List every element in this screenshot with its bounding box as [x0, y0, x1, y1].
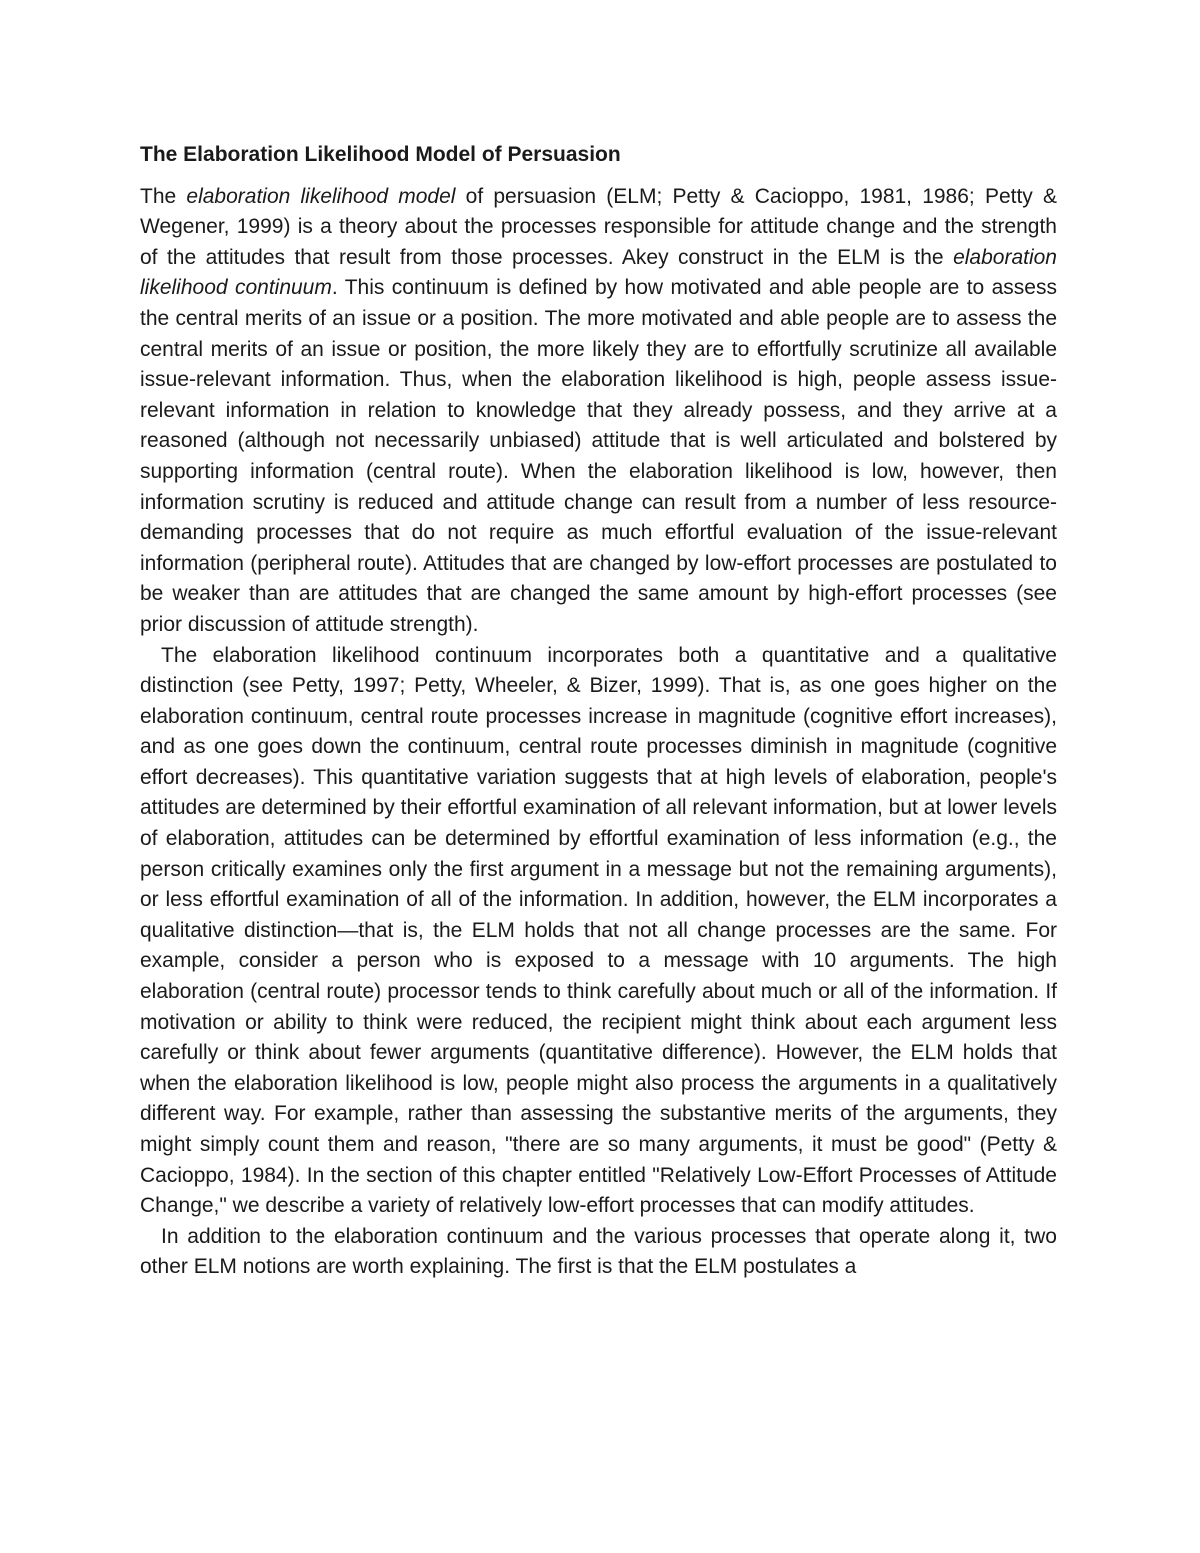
- paragraph-2: The elaboration likelihood continuum incorporates both a quantitative and a qualitative distinction (see Petty, 1997; Petty, Wheeler, & Bizer, 1999). That is, as one goes higher on the elaboration continuum, central route processes increase in magnitude (cognitive effort increases), and as one goes down the continuum, central route processes diminish in magnitude (cognitive effort decreases). This quantitative variation suggests that at high levels of elaboration, people's attitudes are determined by their effortful examination of all relevant information, but at lower levels of elaboration, attitudes can be determined by effortful examination of less information (e.g., the person critically examines only the first argument in a message but not the remaining arguments), or less effortful examination of all of the information. In addition, however, the ELM incorporates a qualitative distinction—that is, the ELM holds that not all change processes are the same. For example, consider a person who is exposed to a message with 10 arguments. The high elaboration (central route) processor tends to think carefully about much or all of the information. If motivation or ability to think were reduced, the recipient might think about each argument less carefully or think about fewer arguments (quantitative difference). However, the ELM holds that when the elaboration likelihood is low, people might also process the arguments in a qualitatively different way. For example, rather than assessing the substantive merits of the arguments, they might simply count them and reason, "there are so many arguments, it must be good" (Petty & Cacioppo, 1984). In the section of this chapter entitled "Relatively Low-Effort Processes of Attitude Change," we describe a variety of relatively low-effort processes that can modify attitudes.: [140, 643, 1057, 1218]
- paragraph-1: [140, 182, 1057, 641]
- paragraph-3: In addition to the elaboration continuum and the various processes that operate along it, two other ELM notions are worth explaining. The first is that the ELM postulates a: [140, 1224, 1057, 1279]
- document-title: The Elaboration Likelihood Model of Persuasion: [140, 143, 621, 166]
- document-page: [140, 140, 1057, 1283]
- paragraph-1-text-a: The: [140, 184, 187, 208]
- paragraph-1-text-c: . This continuum is defined by how motivated and able people are to assess the central merits of an issue or a position. The more motivated and able people are to assess the central merits of an issue or position, the more likely they are to effortfully scrutinize all available issue-relevant information. Thus, when the elaboration likelihood is high, people assess issue-relevant information in relation to knowledge that they already possess, and they arrive at a reasoned (although not necessarily unbiased) attitude that is well articulated and bolstered by supporting information (central route). When the elaboration likelihood is low, however, then information scrutiny is reduced and attitude change can result from a number of less resource-demanding processes that do not require as much effortful evaluation of the issue-relevant information (peripheral route). Attitudes that are changed by low-effort processes are postulated to be weaker than are attitudes that are changed the same amount by high-effort processes (see prior discussion of attitude strength).: [140, 276, 1057, 636]
- term-elaboration-likelihood-model: elaboration likelihood model: [186, 184, 456, 208]
- paragraph-1-text-b: of persuasion (ELM; Petty & Cacioppo, 1981, 1986; Petty & Wegener, 1999) is a theory about the processes responsible for attitude change and the strength of the attitudes that result from those processes. Akey construct in the ELM is the: [140, 184, 1057, 269]
- term-elaboration-likelihood-continuum: elaboration likelihood continuum: [140, 245, 1057, 300]
